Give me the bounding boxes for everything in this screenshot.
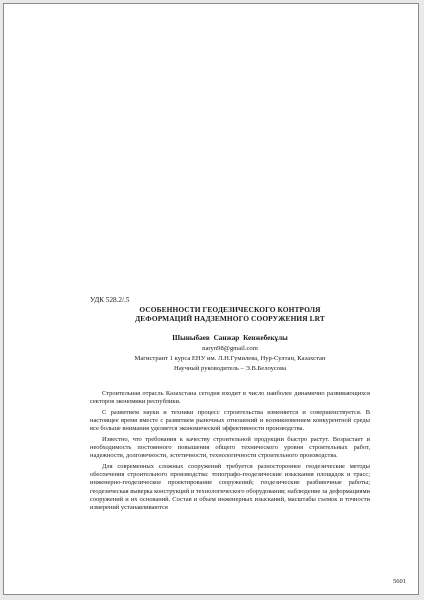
body-paragraph-1: Строительная отрасль Казахстана сегодня входит в число наиболее динамично развивающихся секторов экономики республики. (90, 389, 370, 406)
udk-code: УДК 528.2/.5 (90, 296, 130, 304)
article-title-line-2: ДЕФОРМАЦИЙ НАДЗЕМНОГО СООРУЖЕНИЯ LRT (135, 314, 325, 324)
body-paragraph-4: Для современных сложных сооружений требуется разностороннее геодезические методы обеспечения строительного производства: топографо-геодезические изыскания площадок и трасс; инженерно-геодезическое проектирование сооружений; геодезические разбивочные работы; геодезическая выверка конструкций и технологического оборудования; наблюдение за деформациями сооружений и их оснований. Состав и объем инженерных изысканий, масштабы съемок и точности измерений устанавливаются (90, 462, 370, 512)
author-email: naryn98@gmail.com (202, 344, 258, 352)
scientific-supervisor: Научный руководитель – Э.В.Белоусова (173, 364, 287, 372)
article-content (90, 296, 370, 515)
article-body (90, 390, 370, 513)
body-paragraph-3: Известно, что требования к качеству строительной продукции быстро растут. Возрастает и необходимость постоянного повышения общего технического уровня строительных работ, надежности, долговечности, эстетичности, технологичности строительного производства. (90, 435, 370, 460)
body-paragraph-2: С развитием науки и техники процесс строительства изменяется и совершенствуется. В настоящее время вместе с развитием рыночных отношений и возникновением конкурентной среды все больше внимания уделяется экономической эффективности производства. (90, 408, 370, 433)
article-title-line-1: ОСОБЕННОСТИ ГЕОДЕЗИЧЕСКОГО КОНТРОЛЯ (139, 305, 321, 314)
author-name: Шыныбаев Санжар Кенжебекұлы (172, 334, 288, 343)
author-affiliation: Магистрант 1 курса ЕНУ им. Л.Н.Гумилева, Нур-Султан, Казахстан (134, 354, 326, 362)
document-page (3, 3, 419, 595)
author-block (90, 334, 370, 374)
page-number: 5601 (393, 578, 406, 585)
